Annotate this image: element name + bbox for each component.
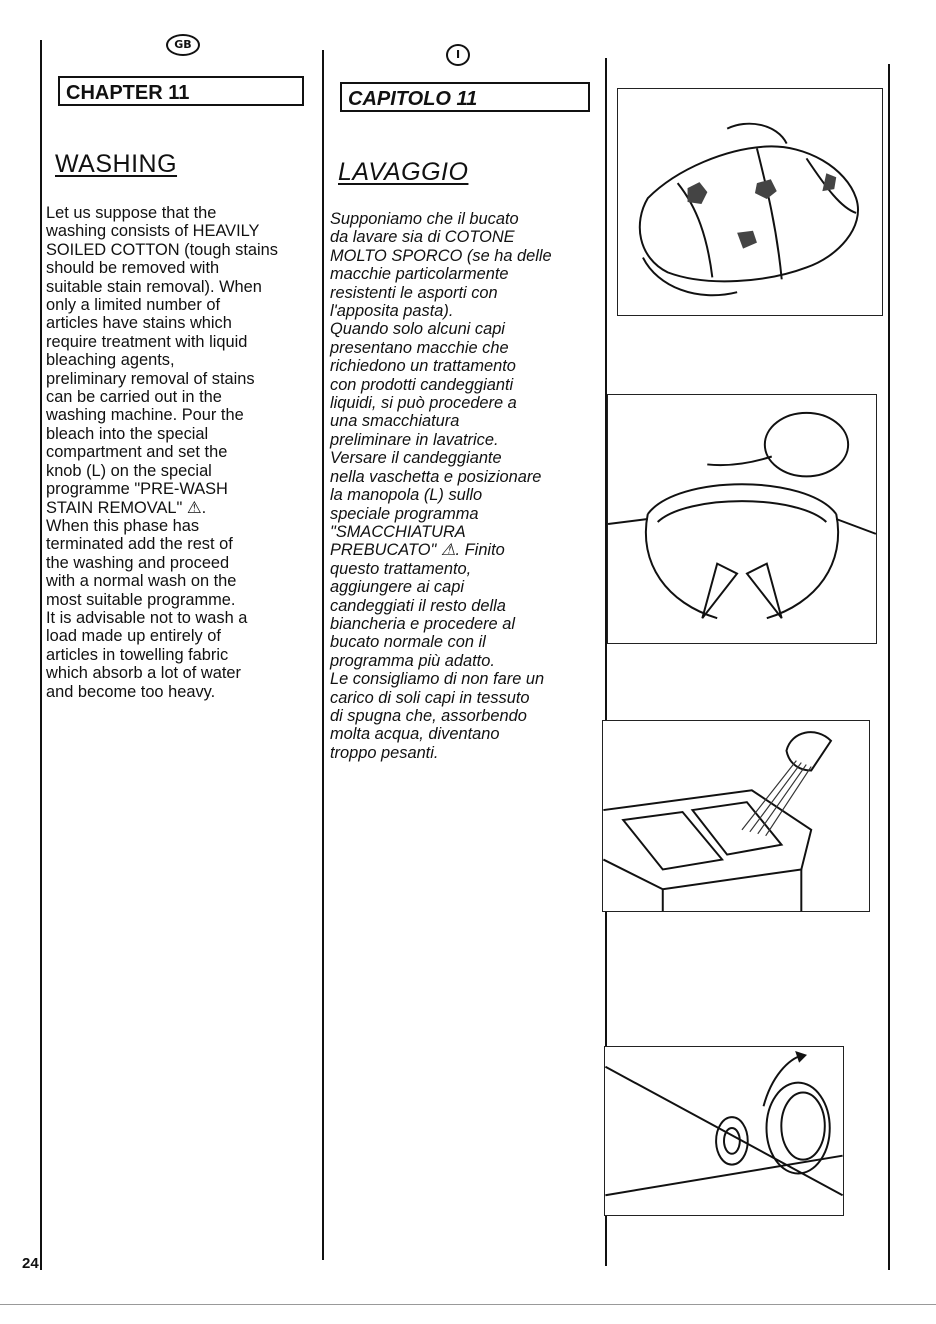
body-text-en: Let us suppose that the washing consists of HEAVILY SOILED COTTON (tough stains should be removed with suitable stain removal). When only a limited number of articles have stains which require treatment with liquid bleaching agents, preliminary removal of stains can be carried out in the washing machine. Pour the bleach into the special compartment and set the knob (L) on the special programme "PRE-WASH STAIN REMOVAL" ⚠. When this phase has terminated add the rest of the washing and proceed with a normal wash on the most suitable programme. It is advisable not to wash a load made up entirely of articles in towelling fabric which absorb a lot of water and become too heavy. [46,204,278,701]
stained-laundry-illustration [617,88,883,316]
lang-badge-it: I [446,44,470,66]
programme-knob-illustration [604,1046,844,1216]
programme-knob-icon [605,1047,843,1215]
page-number: 24 [22,1255,39,1272]
column-rule-edge [888,64,890,1270]
detergent-drawer-illustration [602,720,870,912]
body-text-it: Supponiamo che il bucato da lavare sia di COTONE MOLTO SPORCO (se ha delle macchie particolarmente resistenti le asporti con l'apposita pasta). Quando solo alcuni capi presentano macchie che richiedono un trattamento con prodotti candeggianti liquidi, si può procedere a una smacchiatura preliminare in lavatrice. Versare il candeggiante nella vaschetta e posizionare la manopola (L) sullo speciale programma "SMACCHIATURA PREBUCATO" ⚠. Finito questo trattamento, aggiungere ai capi candeggiati il resto della biancheria e procedere al bucato normale con il programma più adatto. Le consigliamo di non fare un carico di soli capi in tessuto di spugna che, assorbendo molta acqua, diventano troppo pesanti. [330,210,552,762]
bottom-scan-line [0,1304,936,1305]
detergent-drawer-icon [603,721,869,911]
column-rule-middle [322,50,324,1260]
collar-bleach-illustration [607,394,877,644]
section-title-it: LAVAGGIO [338,158,469,186]
chapter-heading-en: CHAPTER 11 [58,76,304,106]
column-rule-left [40,40,42,1270]
lang-badge-gb: GB [166,34,200,56]
collar-bleach-icon [608,395,876,643]
stained-laundry-icon [618,89,882,315]
section-title-en: WASHING [55,150,178,178]
chapter-heading-it: CAPITOLO 11 [340,82,590,112]
